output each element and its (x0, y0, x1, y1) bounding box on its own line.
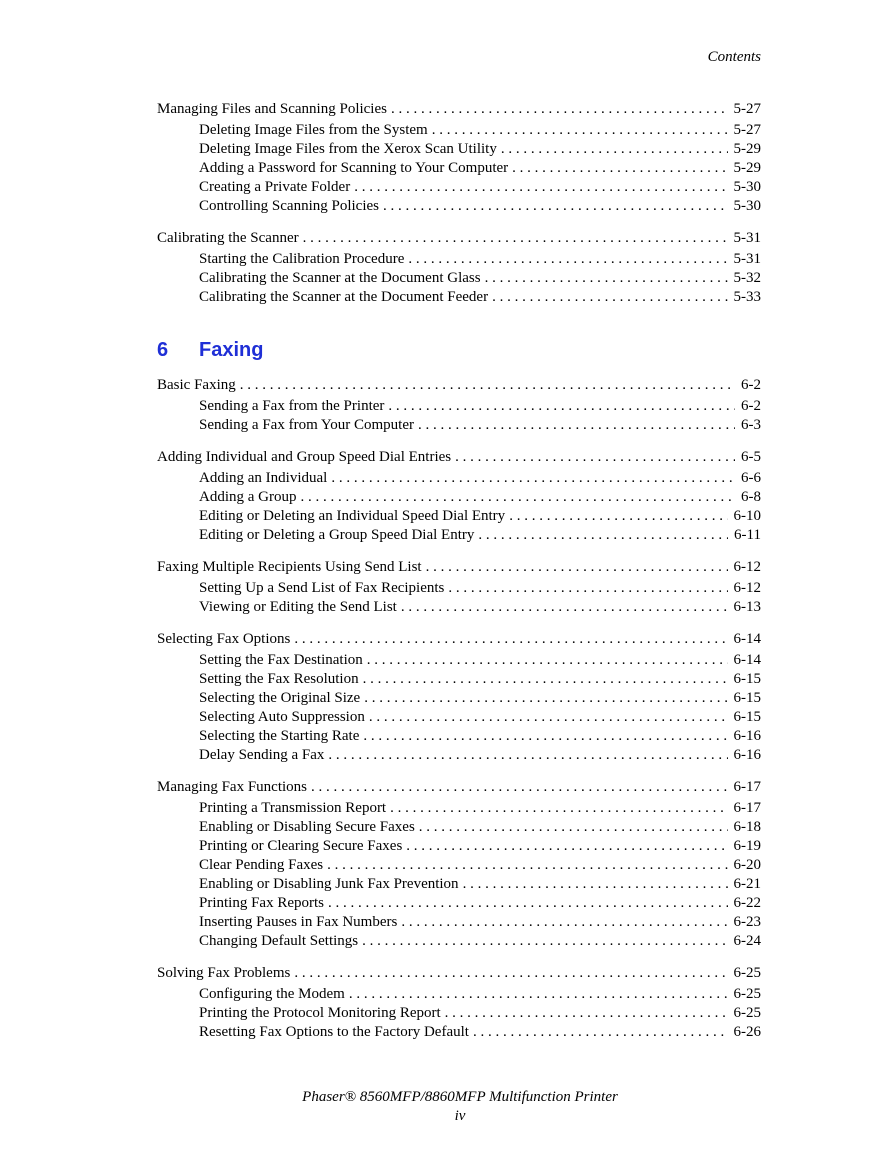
toc-page-number: 5-31 (733, 251, 761, 267)
toc-entry-title: Enabling or Disabling Junk Fax Prevention (199, 876, 459, 892)
toc-page-number: 6-21 (733, 876, 761, 892)
toc-subsection-entry[interactable] (157, 818, 761, 837)
dot-leader (294, 964, 727, 983)
toc-subsection-entry[interactable] (157, 1004, 761, 1023)
dot-leader (485, 269, 728, 288)
dot-leader (509, 507, 727, 526)
dot-leader (448, 579, 727, 598)
toc-subsection-entry[interactable] (157, 727, 761, 746)
toc-entry-title: Sending a Fax from the Printer (199, 398, 385, 414)
toc-subsection-entry[interactable] (157, 488, 761, 507)
toc-entry-title: Deleting Image Files from the Xerox Scan Utility (199, 141, 497, 157)
dot-leader (327, 856, 727, 875)
toc-entry-title: Sending a Fax from Your Computer (199, 417, 414, 433)
dot-leader (363, 670, 728, 689)
toc-page-number: 6-25 (733, 965, 761, 981)
toc-entry-title: Adding a Group (199, 489, 297, 505)
toc-page-number: 6-6 (741, 470, 761, 486)
toc-subsection-entry[interactable] (157, 689, 761, 708)
toc-entry-title: Editing or Deleting a Group Speed Dial Entry (199, 527, 475, 543)
toc-page-number: 6-15 (733, 690, 761, 706)
toc-page-number: 6-17 (733, 800, 761, 816)
toc-subsection-entry[interactable] (157, 416, 761, 435)
toc-subsection-entry[interactable] (157, 197, 761, 216)
toc-subsection-entry[interactable] (157, 932, 761, 951)
dot-leader (303, 229, 728, 248)
toc-subsection-entry[interactable] (157, 708, 761, 727)
toc-entry-title: Selecting Fax Options (157, 631, 291, 647)
toc-subsection-entry[interactable] (157, 746, 761, 765)
toc-subsection-entry[interactable] (157, 670, 761, 689)
toc-page-number: 6-15 (733, 671, 761, 687)
toc-subsection-entry[interactable] (157, 579, 761, 598)
toc-subsection-entry[interactable] (157, 598, 761, 617)
dot-leader (331, 469, 735, 488)
toc-page-number: 6-2 (741, 377, 761, 393)
toc-page-number: 5-29 (733, 141, 761, 157)
table-of-contents (157, 98, 761, 1042)
toc-section-entry[interactable] (157, 229, 761, 248)
toc-subsection-entry[interactable] (157, 856, 761, 875)
dot-leader (445, 1004, 728, 1023)
dot-leader (354, 178, 727, 197)
toc-subsection-entry[interactable] (157, 288, 761, 307)
dot-leader (418, 416, 735, 435)
toc-entry-title: Basic Faxing (157, 377, 236, 393)
dot-leader (401, 598, 728, 617)
toc-entry-title: Selecting the Starting Rate (199, 728, 360, 744)
toc-entry-title: Calibrating the Scanner at the Document Glass (199, 270, 481, 286)
toc-subsection-entry[interactable] (157, 837, 761, 856)
toc-entry-title: Delay Sending a Fax (199, 747, 325, 763)
toc-page-number: 6-16 (733, 728, 761, 744)
dot-leader (367, 651, 728, 670)
toc-entry-title: Calibrating the Scanner at the Document Feeder (199, 289, 489, 305)
toc-page-number: 6-20 (733, 857, 761, 873)
toc-page-number: 6-13 (733, 599, 761, 615)
toc-sections-after (157, 376, 761, 1042)
toc-subsection-entry[interactable] (157, 507, 761, 526)
toc-entry-title: Printing or Clearing Secure Faxes (199, 838, 403, 854)
dot-leader (478, 526, 728, 545)
toc-entry-title: Enabling or Disabling Secure Faxes (199, 819, 415, 835)
toc-page-number: 5-33 (733, 289, 761, 305)
dot-leader (455, 448, 735, 467)
toc-page-number: 6-12 (733, 559, 761, 575)
toc-subsection-entry[interactable] (157, 894, 761, 913)
toc-subsection-entry[interactable] (157, 985, 761, 1004)
dot-leader (501, 140, 728, 159)
toc-page-number: 6-14 (733, 652, 761, 668)
dot-leader (311, 778, 728, 797)
dot-leader (408, 250, 727, 269)
running-head: Contents (707, 49, 761, 65)
toc-subsection-entry[interactable] (157, 250, 761, 269)
toc-entry-title: Changing Default Settings (199, 933, 359, 949)
toc-page-number: 6-8 (741, 489, 761, 505)
toc-page-number: 6-15 (733, 709, 761, 725)
toc-page-number: 5-27 (733, 101, 761, 117)
toc-entry-title: Editing or Deleting an Individual Speed Dial Entry (199, 508, 506, 524)
toc-page-number: 6-16 (733, 747, 761, 763)
toc-section-entry[interactable] (157, 448, 761, 467)
toc-entry-title: Selecting Auto Suppression (199, 709, 365, 725)
toc-entry-title: Solving Fax Problems (157, 965, 291, 981)
dot-leader (390, 799, 727, 818)
toc-subsection-entry[interactable] (157, 178, 761, 197)
dot-leader (473, 1023, 728, 1042)
toc-page-number: 5-27 (733, 122, 761, 138)
toc-entry-title: Controlling Scanning Policies (199, 198, 379, 214)
toc-page-number: 5-30 (733, 198, 761, 214)
toc-section-entry[interactable] (157, 778, 761, 797)
dot-leader (426, 558, 728, 577)
dot-leader (383, 197, 728, 216)
toc-subsection-entry[interactable] (157, 159, 761, 178)
toc-sections-before (157, 100, 761, 307)
chapter-title: Faxing (199, 339, 264, 361)
toc-section-entry[interactable] (157, 100, 761, 119)
dot-leader (432, 121, 728, 140)
toc-subsection-entry[interactable] (157, 1023, 761, 1042)
dot-leader (406, 837, 727, 856)
chapter-heading[interactable] (157, 339, 761, 362)
dot-leader (362, 932, 727, 951)
toc-section-entry[interactable] (157, 630, 761, 649)
toc-entry-title: Printing the Protocol Monitoring Report (199, 1005, 441, 1021)
toc-entry-title: Starting the Calibration Procedure (199, 251, 405, 267)
toc-entry-title: Setting the Fax Resolution (199, 671, 359, 687)
dot-leader (512, 159, 727, 178)
dot-leader (364, 689, 727, 708)
dot-leader (328, 894, 727, 913)
toc-page-number: 6-23 (733, 914, 761, 930)
toc-page-number: 6-12 (733, 580, 761, 596)
toc-entry-title: Managing Fax Functions (157, 779, 307, 795)
toc-subsection-entry[interactable] (157, 651, 761, 670)
dot-leader (492, 288, 727, 307)
dot-leader (391, 100, 728, 119)
dot-leader (328, 746, 727, 765)
toc-page-number: 6-14 (733, 631, 761, 647)
dot-leader (349, 985, 728, 1004)
toc-page-number: 6-22 (733, 895, 761, 911)
footer-title: Phaser® 8560MFP/8860MFP Multifunction Printer (302, 1089, 618, 1105)
toc-entry-title: Clear Pending Faxes (199, 857, 324, 873)
dot-leader (294, 630, 727, 649)
dot-leader (240, 376, 735, 395)
toc-entry-title: Printing Fax Reports (199, 895, 325, 911)
toc-subsection-entry[interactable] (157, 397, 761, 416)
toc-entry-title: Adding Individual and Group Speed Dial Entries (157, 449, 452, 465)
toc-page-number: 6-18 (733, 819, 761, 835)
toc-page-number: 6-10 (733, 508, 761, 524)
toc-entry-title: Setting Up a Send List of Fax Recipients (199, 580, 445, 596)
toc-page-number: 5-30 (733, 179, 761, 195)
toc-entry-title: Inserting Pauses in Fax Numbers (199, 914, 398, 930)
toc-entry-title: Configuring the Modem (199, 986, 345, 1002)
toc-section-entry[interactable] (157, 558, 761, 577)
toc-subsection-entry[interactable] (157, 799, 761, 818)
toc-page-number: 6-25 (733, 986, 761, 1002)
toc-entry-title: Deleting Image Files from the System (199, 122, 428, 138)
toc-page-number: 6-17 (733, 779, 761, 795)
toc-page-number: 5-29 (733, 160, 761, 176)
toc-entry-title: Setting the Fax Destination (199, 652, 363, 668)
toc-page-number: 6-5 (741, 449, 761, 465)
toc-subsection-entry[interactable] (157, 121, 761, 140)
dot-leader (388, 397, 735, 416)
toc-entry-title: Calibrating the Scanner (157, 230, 299, 246)
toc-entry-title: Selecting the Original Size (199, 690, 361, 706)
toc-subsection-entry[interactable] (157, 913, 761, 932)
toc-entry-title: Adding an Individual (199, 470, 328, 486)
toc-page-number: 6-3 (741, 417, 761, 433)
toc-entry-title: Printing a Transmission Report (199, 800, 387, 816)
toc-page-number: 5-31 (733, 230, 761, 246)
dot-leader (419, 818, 728, 837)
toc-page-number: 6-11 (734, 527, 761, 543)
toc-section-entry[interactable] (157, 376, 761, 395)
dot-leader (301, 488, 736, 507)
toc-section-entry[interactable] (157, 964, 761, 983)
toc-page-number: 5-32 (733, 270, 761, 286)
dot-leader (369, 708, 728, 727)
dot-leader (401, 913, 727, 932)
dot-leader (463, 875, 728, 894)
toc-subsection-entry[interactable] (157, 269, 761, 288)
toc-page-number: 6-25 (733, 1005, 761, 1021)
toc-entry-title: Adding a Password for Scanning to Your Computer (199, 160, 509, 176)
toc-subsection-entry[interactable] (157, 526, 761, 545)
chapter-number: 6 (157, 339, 169, 361)
toc-subsection-entry[interactable] (157, 875, 761, 894)
toc-page-number: 6-24 (733, 933, 761, 949)
toc-subsection-entry[interactable] (157, 469, 761, 488)
footer-page-number: iv (454, 1108, 466, 1124)
toc-entry-title: Creating a Private Folder (199, 179, 351, 195)
toc-entry-title: Managing Files and Scanning Policies (157, 101, 387, 117)
toc-entry-title: Resetting Fax Options to the Factory Default (199, 1024, 469, 1040)
toc-entry-title: Viewing or Editing the Send List (199, 599, 397, 615)
dot-leader (363, 727, 727, 746)
toc-subsection-entry[interactable] (157, 140, 761, 159)
toc-page-number: 6-2 (741, 398, 761, 414)
toc-entry-title: Faxing Multiple Recipients Using Send List (157, 559, 422, 575)
toc-page-number: 6-19 (733, 838, 761, 854)
toc-page-number: 6-26 (733, 1024, 761, 1040)
